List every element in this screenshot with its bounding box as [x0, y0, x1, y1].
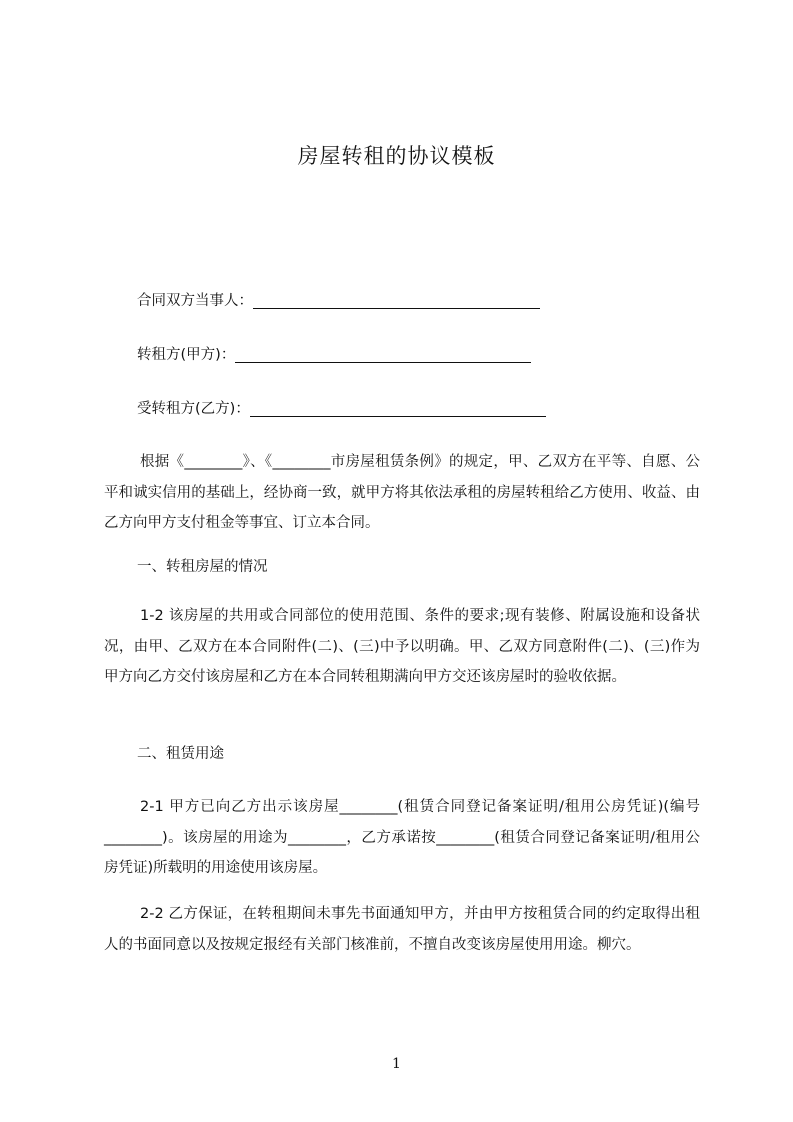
lessee-field: [137, 398, 546, 420]
contract-parties-field: [137, 290, 540, 312]
clause-2-1: 2-1 甲方已向乙方出示该房屋________(租赁合同登记备案证明/租用公房凭证)(编号________)。该房屋的用途为________，乙方承诺按________(租赁合同登记备案证明/租用公房凭证)所载明的用途使用该房屋。: [104, 799, 700, 876]
section1-heading: 一、转租房屋的情况: [137, 559, 268, 575]
clause-1-2: 1-2 该房屋的共用或合同部位的使用范围、条件的要求;现有装修、附属设施和设备状况，由甲、乙双方在本合同附件(二)、(三)中予以明确。甲、乙双方同意附件(二)、(三)作为甲方向乙方交付该房屋和乙方在本合同转租期满向甲方交还该房屋时的验收依据。: [104, 608, 700, 685]
section2-heading: 二、租赁用途: [137, 746, 224, 762]
lessor-field: [137, 344, 531, 366]
page-number: 1: [392, 1056, 401, 1072]
intro-paragraph: 根据《________》、《________市房屋租赁条例》的规定，甲、乙双方在平等、自愿、公平和诚实信用的基础上，经协商一致，就甲方将其依法承租的房屋转租给乙方使用、收益、由乙方向甲方支付租金等事宜、订立本合同。: [104, 454, 700, 531]
clause-2-2: 2-2 乙方保证，在转租期间未事先书面通知甲方，并由甲方按租赁合同的约定取得出租人的书面同意以及按规定报经有关部门核准前，不擅自改变该房屋使用用途。柳穴。: [104, 906, 700, 953]
lessee-label: 受转租方(乙方)：: [137, 401, 250, 417]
lessor-label: 转租方(甲方)：: [137, 347, 236, 363]
lessee-blank[interactable]: [250, 399, 546, 417]
lessor-blank[interactable]: [235, 345, 531, 363]
contract-parties-label: 合同双方当事人：: [137, 293, 253, 309]
document-title: 房屋转租的协议模板: [297, 144, 496, 168]
contract-parties-blank[interactable]: [253, 291, 540, 309]
